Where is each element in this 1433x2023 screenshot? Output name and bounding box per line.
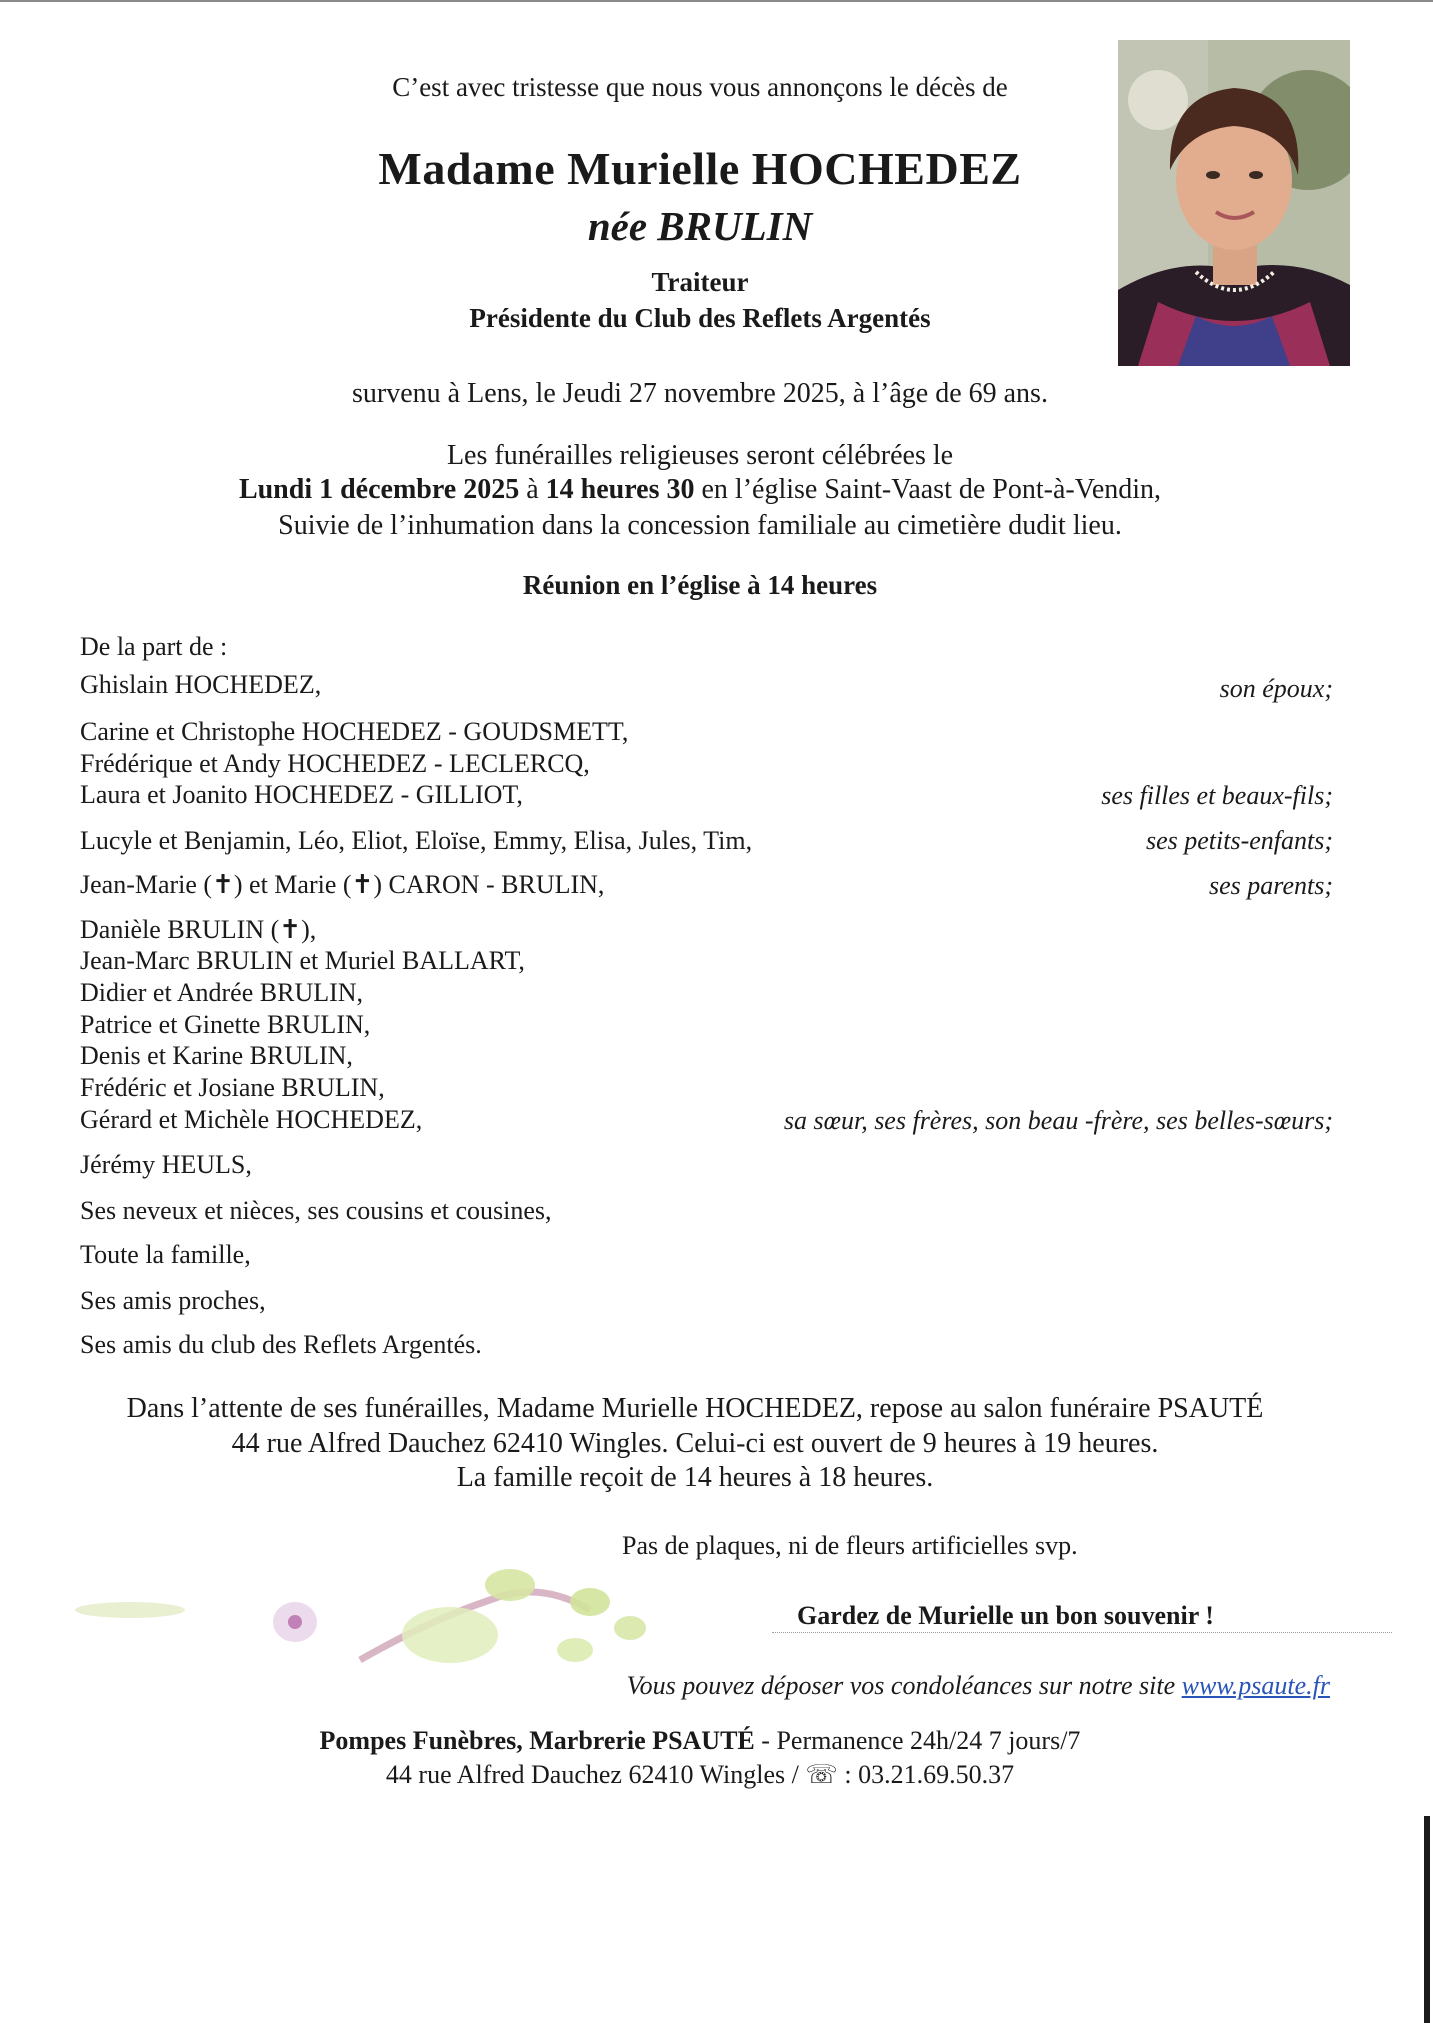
family-club: Ses amis du club des Reflets Argentés. — [80, 1330, 482, 1359]
role-presidente: Présidente du Club des Reflets Argentés — [469, 303, 931, 333]
death-details: survenu à Lens, le Jeudi 27 novembre 2025, à l’âge de 69 ans. — [352, 378, 1048, 409]
deceased-name: Madame Murielle HOCHEDEZ — [378, 143, 1022, 194]
funeral-a: à — [519, 474, 546, 505]
funeral-datetime — [100, 474, 1300, 506]
reunion-text: Réunion en l’église à 14 heures — [522, 570, 878, 600]
telephone-icon: ☏ — [805, 1760, 838, 1790]
funeral-home-address-line — [150, 1760, 1250, 1790]
family-toute-famille: Toute la famille, — [80, 1240, 251, 1269]
condolences-label: Vous pouvez déposer vos condoléances sur notre site — [626, 1671, 1182, 1700]
website-link[interactable]: www.psaute.fr — [1181, 1671, 1330, 1700]
funeral-intro: Les funérailles religieuses seront célébrées le — [446, 440, 954, 471]
page-top-border — [0, 0, 1433, 2]
no-plaques-note: Pas de plaques, ni de fleurs artificielles svp. — [622, 1531, 1078, 1560]
role-traiteur: Traiteur — [651, 267, 749, 297]
family-jeremy: Jérémy HEULS, — [80, 1150, 252, 1179]
portrait-photo — [1118, 40, 1350, 366]
relation-spouse: son époux; — [1219, 674, 1333, 703]
family-daughter-2: Frédérique et Andy HOCHEDEZ - LECLERCQ, — [80, 749, 590, 778]
condolences-text — [627, 1671, 1330, 1701]
family-sibling-4: Patrice et Ginette BRULIN, — [80, 1010, 371, 1039]
funeral-date: Lundi 1 décembre 2025 — [238, 474, 520, 505]
scan-edge-bar — [1424, 1816, 1430, 2023]
family-heading: De la part de : — [80, 632, 228, 661]
burial-text: Suivie de l’inhumation dans la concession familiale au cimetière dudit lieu. — [278, 510, 1122, 541]
funeral-place: en l’église Saint-Vaast de Pont-à-Vendin, — [694, 474, 1162, 505]
relation-parents: ses parents; — [1209, 871, 1333, 900]
visitation-line-2: 44 rue Alfred Dauchez 62410 Wingles. Celui-ci est ouvert de 9 heures à 19 heures. — [231, 1428, 1159, 1459]
funeral-home-address: 44 rue Alfred Dauchez 62410 Wingles / — [385, 1760, 806, 1789]
relation-grandchildren: ses petits-enfants; — [1145, 826, 1333, 855]
family-sibling-1: Danièle BRULIN (✝), — [80, 915, 317, 944]
family-sibling-7: Gérard et Michèle HOCHEDEZ, — [80, 1105, 423, 1134]
funeral-home-hours: - Permanence 24h/24 7 jours/7 — [754, 1726, 1081, 1755]
relation-daughters: ses filles et beaux-fils; — [1101, 781, 1333, 810]
visitation-line-1: Dans l’attente de ses funérailles, Madame Murielle HOCHEDEZ, repose au salon funéraire PSAUTÉ — [126, 1393, 1264, 1424]
family-spouse: Ghislain HOCHEDEZ, — [80, 670, 322, 699]
souvenir-text: Gardez de Murielle un bon souvenir ! — [797, 1601, 1214, 1630]
funeral-home-name: Pompes Funèbres, Marbrerie PSAUTÉ — [319, 1726, 755, 1755]
family-sibling-3: Didier et Andrée BRULIN, — [80, 978, 364, 1007]
funeral-home-line — [150, 1726, 1250, 1756]
intro-text: C’est avec tristesse que nous vous annonçons le décès de — [392, 72, 1008, 102]
dotted-separator — [772, 1632, 1392, 1633]
orchid-decoration — [70, 1540, 710, 1680]
funeral-home-phone: : 03.21.69.50.37 — [837, 1760, 1015, 1789]
family-sibling-5: Denis et Karine BRULIN, — [80, 1041, 353, 1070]
relation-siblings: sa sœur, ses frères, son beau -frère, ses belles-sœurs; — [783, 1106, 1333, 1135]
funeral-time: 14 heures 30 — [545, 474, 695, 505]
family-amis: Ses amis proches, — [80, 1286, 266, 1315]
family-sibling-6: Frédéric et Josiane BRULIN, — [80, 1073, 385, 1102]
family-daughter-1: Carine et Christophe HOCHEDEZ - GOUDSMETT, — [80, 717, 629, 746]
family-neveux: Ses neveux et nièces, ses cousins et cousines, — [80, 1196, 552, 1225]
family-grandchildren: Lucyle et Benjamin, Léo, Eliot, Eloïse, Emmy, Elisa, Jules, Tim, — [80, 826, 753, 855]
maiden-name: née BRULIN — [587, 203, 813, 249]
family-daughter-3: Laura et Joanito HOCHEDEZ - GILLIOT, — [80, 780, 523, 809]
visitation-line-3: La famille reçoit de 14 heures à 18 heures. — [456, 1462, 934, 1493]
family-parents: Jean-Marie (✝) et Marie (✝) CARON - BRULIN, — [80, 870, 605, 899]
family-sibling-2: Jean-Marc BRULIN et Muriel BALLART, — [80, 946, 525, 975]
